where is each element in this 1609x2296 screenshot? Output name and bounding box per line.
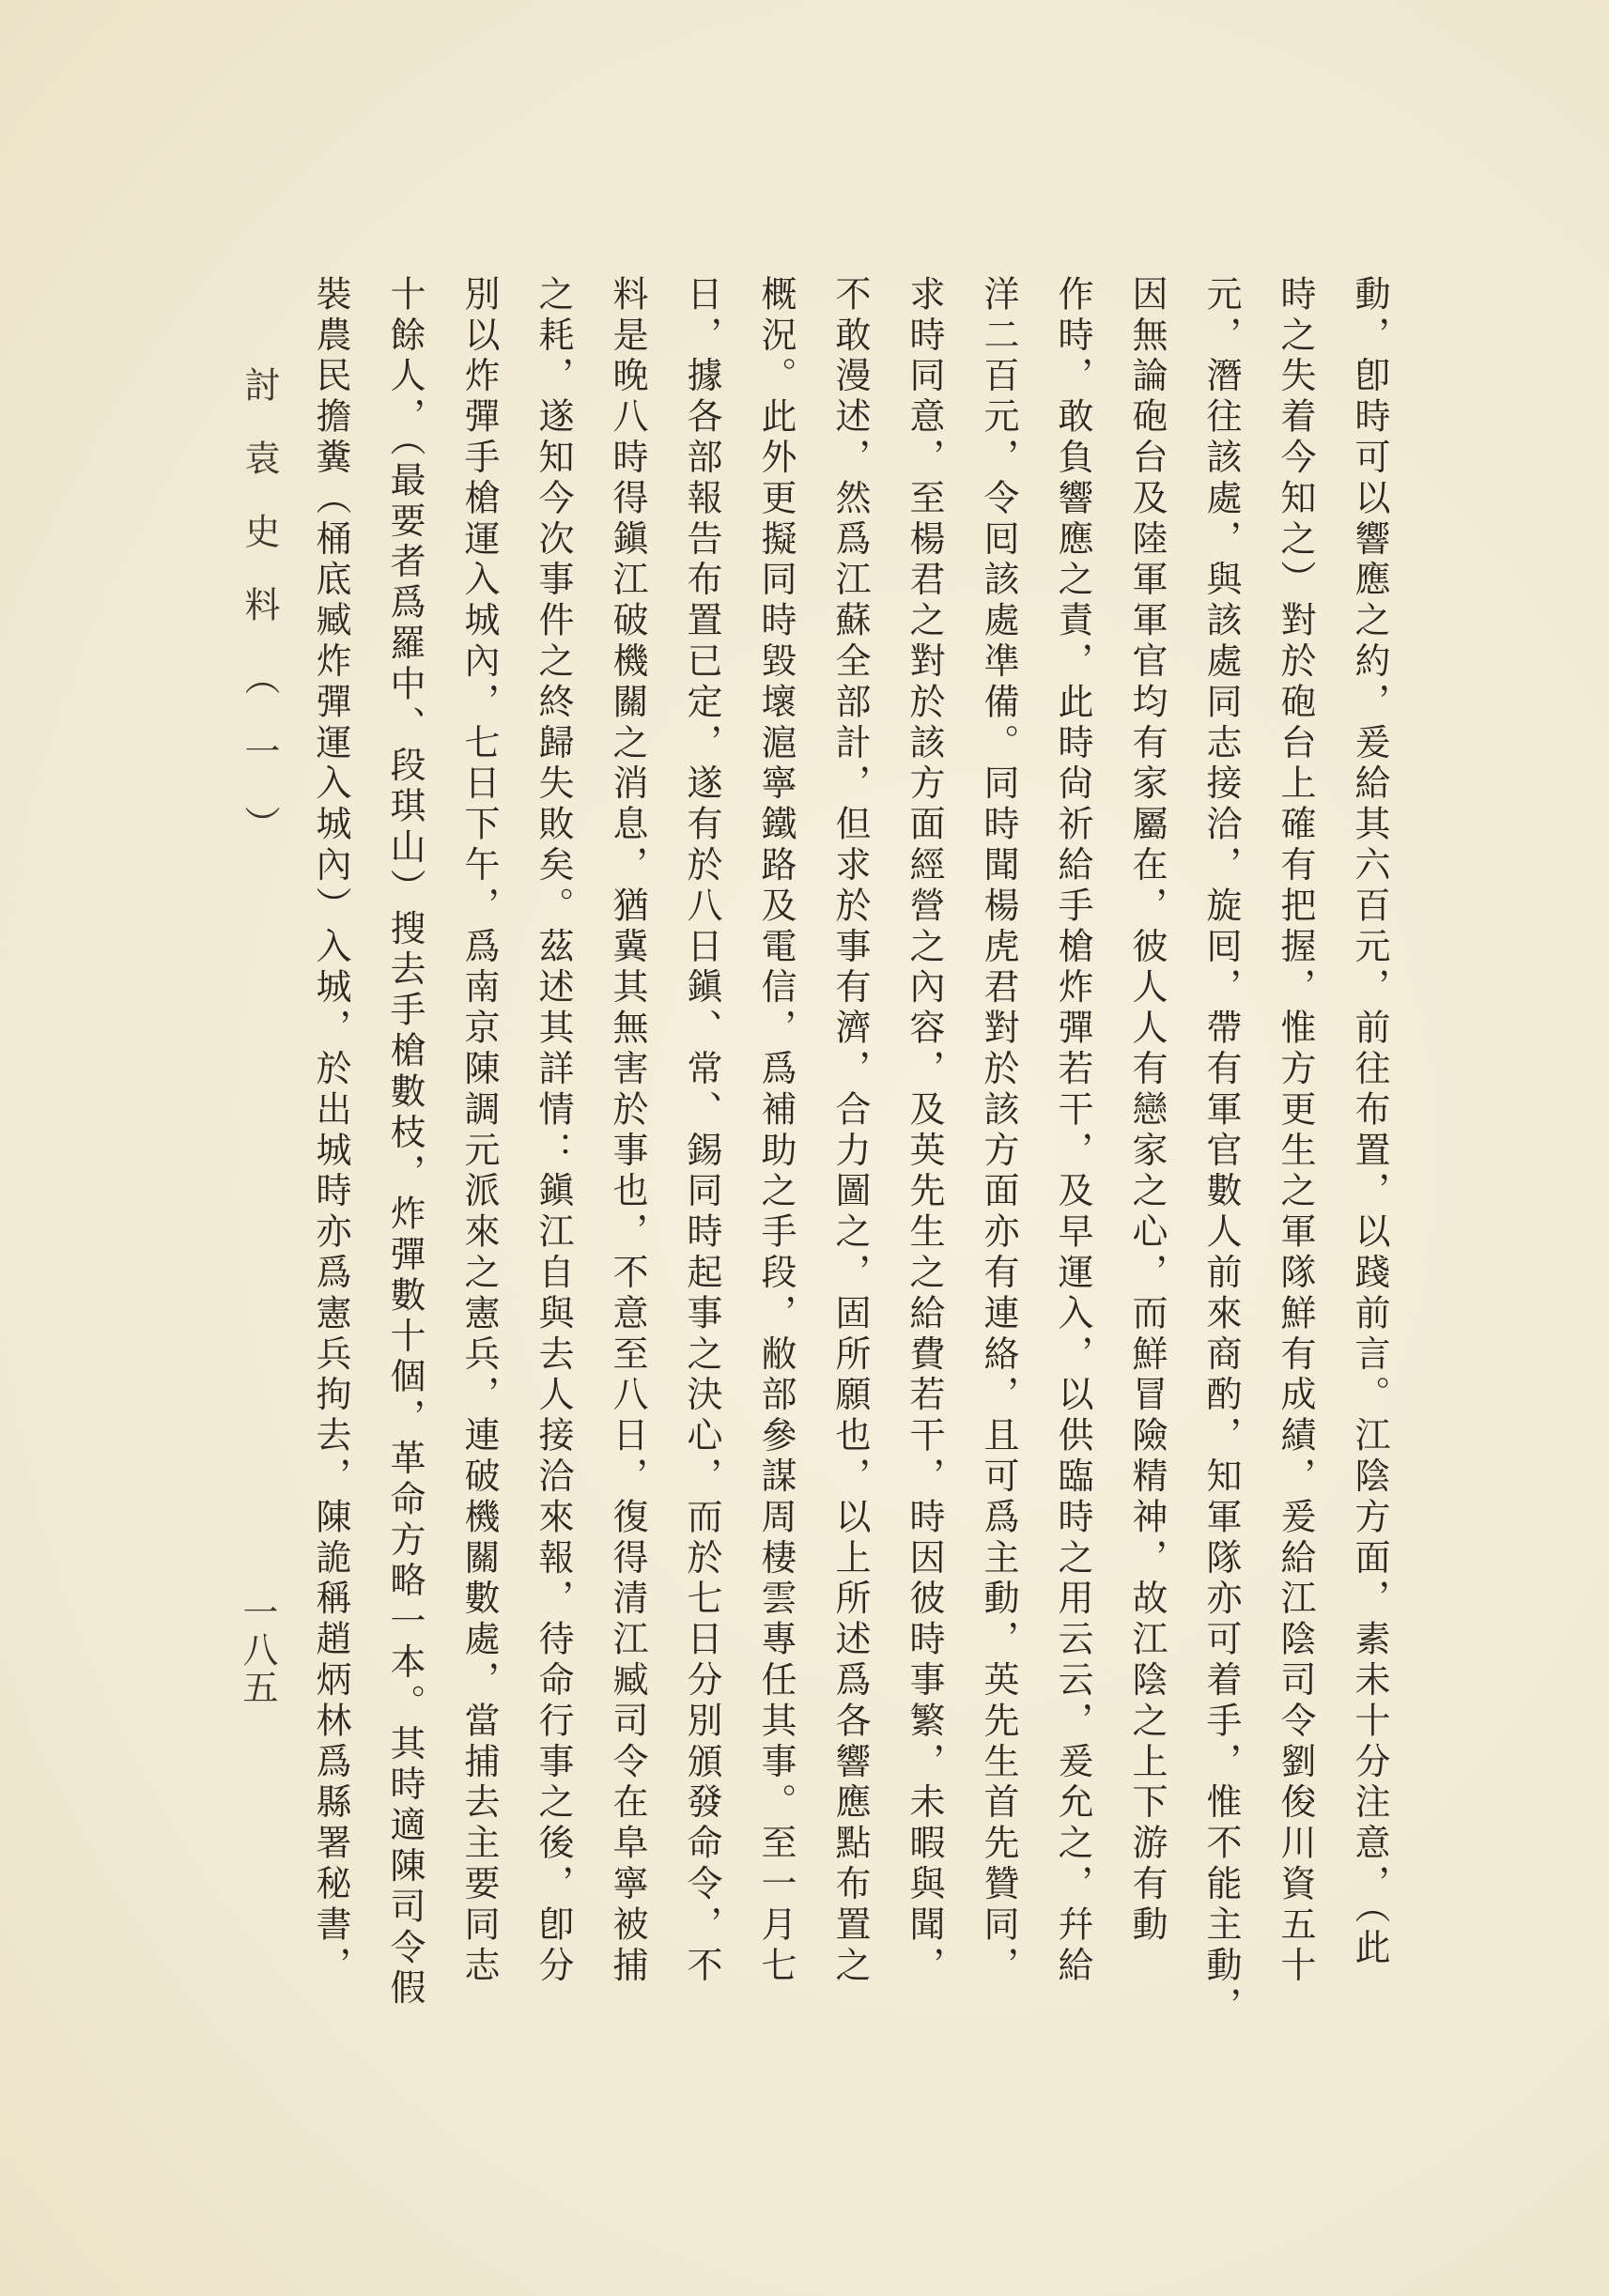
text-column-6: 洋二百元，令囘該處凖備。同時聞楊虎君對於該方面亦有連絡，且可爲主動，英先生首先贊同，: [978, 275, 1019, 1987]
text-column-11: 料是晚八時得鎭江破機關之消息，猶冀其無害於事也，不意至八日，復得清江臧司令在阜寧被捕: [607, 275, 648, 1987]
text-column-8: 不敢漫述，然爲江蘇全部計，但求於事有濟，合力圖之，固所願也，以上所述爲各響應點布置之: [829, 275, 871, 1987]
body-text: [293, 275, 1406, 2028]
text-column-7: 求時同意，至楊君之對於該方面經營之內容，及英先生之給費若干，時因彼時事繁，未暇與聞，: [904, 275, 945, 1987]
text-column-14: 十餘人，（最要者爲羅中、段琪山）搜去手槍數枝，炸彈數十個，革命方略一本。其時適陳司令假: [384, 275, 425, 2011]
page-number: 一八五: [237, 1594, 278, 1706]
text-column-9: 概況。此外更擬同時毀壞滬寧鐵路及電信，爲補助之手段，敝部參謀周棲雲專任其事。至一月七: [755, 275, 797, 1987]
text-column-12: 之耗，遂知今次事件之終歸失敗矣。茲述其詳情：鎭江自與去人接洽來報，待命行事之後，卽分: [533, 275, 574, 1987]
text-column-15: 裝農民擔糞（桶底臧炸彈運入城內）入城，於出城時亦爲憲兵拘去，陳詭稱趙炳林爲縣署秘書，: [310, 275, 351, 1987]
text-column-1: 動，卽時可以響應之約，爰給其六百元，前往布置，以踐前言。江陰方面，素未十分注意，（此: [1349, 275, 1390, 1969]
book-title-footer: 討袁史料（一）: [239, 366, 280, 879]
text-column-3: 元，潛往該處，與該處同志接洽，旋囘，帶有軍官數人前來商酌，知軍隊亦可着手，惟不能主動，: [1200, 275, 1242, 2028]
text-column-5: 作時，敢負響應之責，此時尙祈給手槍炸彈若干，及早運入，以供臨時之用云云，爰允之，幷給: [1052, 275, 1093, 1987]
text-column-10: 日，據各部報告布置已定，遂有於八日鎭、常、錫同時起事之決心，而於七日分別頒發命令，不: [681, 275, 722, 1987]
text-column-2: 時之失着今知之）對於砲台上確有把握，惟方更生之軍隊鮮有成績，爰給江陰司令劉俊川資五十: [1275, 275, 1316, 1987]
text-column-4: 因無論砲台及陸軍軍官均有家屬在，彼人人有戀家之心，而鮮冒險精神，故江陰之上下游有動: [1126, 275, 1168, 1947]
text-column-13: 別以炸彈手槍運入城內，七日下午，爲南京陳調元派來之憲兵，連破機關數處，當捕去主要同志: [458, 275, 500, 1987]
